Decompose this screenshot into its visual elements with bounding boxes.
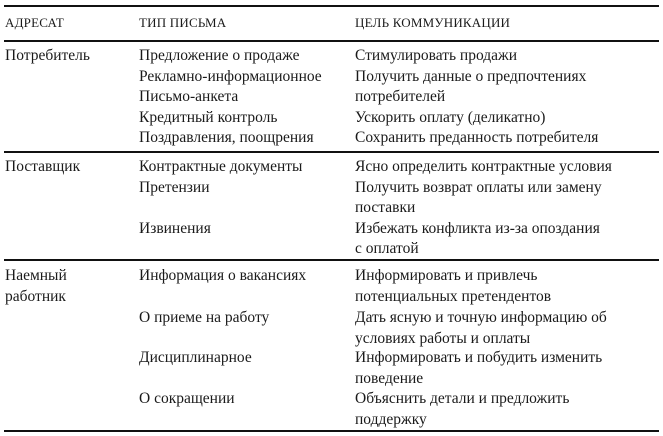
group-divider [4, 259, 659, 261]
goal-cell: Стимулировать продажи [355, 47, 518, 64]
letter-type-cell: Кредитный контроль [139, 108, 278, 126]
goal-cell: потенциальных претендентов [355, 287, 552, 305]
table-bottom-rule [4, 430, 659, 432]
table-top-rule [4, 5, 659, 7]
letter-type-cell: Предложение о продаже [139, 47, 300, 64]
goal-cell: Получить данные о предпочтениях [355, 67, 587, 85]
letter-type-cell: Информация о вакансиях [139, 267, 307, 284]
recipient-cell: Поставщик [5, 158, 81, 175]
recipient-cell: Потребитель [5, 47, 90, 64]
letter-type-cell: Рекламно-информационное [139, 67, 322, 85]
letter-type-cell: Контрактные документы [139, 158, 303, 175]
goal-cell: Информировать и привлечь [355, 267, 538, 284]
goal-cell: поставки [355, 199, 416, 216]
goal-cell: Информировать и побудить изменить [355, 349, 603, 366]
goal-cell: поддержку [355, 410, 427, 428]
letter-type-cell: Поздравления, поощрения [139, 129, 314, 146]
goal-cell: Ускорить оплату (деликатно) [355, 108, 546, 126]
goal-cell: Получить возврат оплаты или замену [355, 178, 602, 196]
goal-cell: Ясно определить контрактные условия [355, 158, 612, 175]
letter-type-cell: Письмо-анкета [139, 88, 239, 105]
goal-cell: условиях работы и оплаты [355, 329, 531, 347]
goal-cell: поведение [355, 369, 424, 387]
header-recipient: АДРЕСАТ [5, 15, 65, 30]
goal-cell: Сохранить преданность потребителя [355, 129, 599, 146]
letter-type-cell: О приеме на работу [139, 309, 270, 326]
letter-type-cell: Претензии [139, 178, 210, 196]
group-divider [4, 151, 659, 153]
goal-cell: Объяснить детали и предложить [355, 390, 570, 407]
goal-cell: Дать ясную и точную информацию об [355, 309, 607, 326]
letter-type-cell: О сокращении [139, 390, 235, 407]
goal-cell: потребителей [355, 88, 446, 105]
recipient-cell: Наемный [5, 267, 67, 284]
header-rule [4, 40, 659, 42]
header-letter-type: ТИП ПИСЬМА [139, 15, 227, 30]
goal-cell: с оплатой [355, 240, 419, 257]
goal-cell: Избежать конфликта из-за опоздания [355, 219, 600, 237]
letter-type-cell: Извинения [139, 219, 211, 237]
header-communication-goal: ЦЕЛЬ КОММУНИКАЦИИ [355, 15, 511, 30]
recipient-cell: работник [5, 287, 66, 305]
letter-type-cell: Дисциплинарное [139, 349, 252, 366]
